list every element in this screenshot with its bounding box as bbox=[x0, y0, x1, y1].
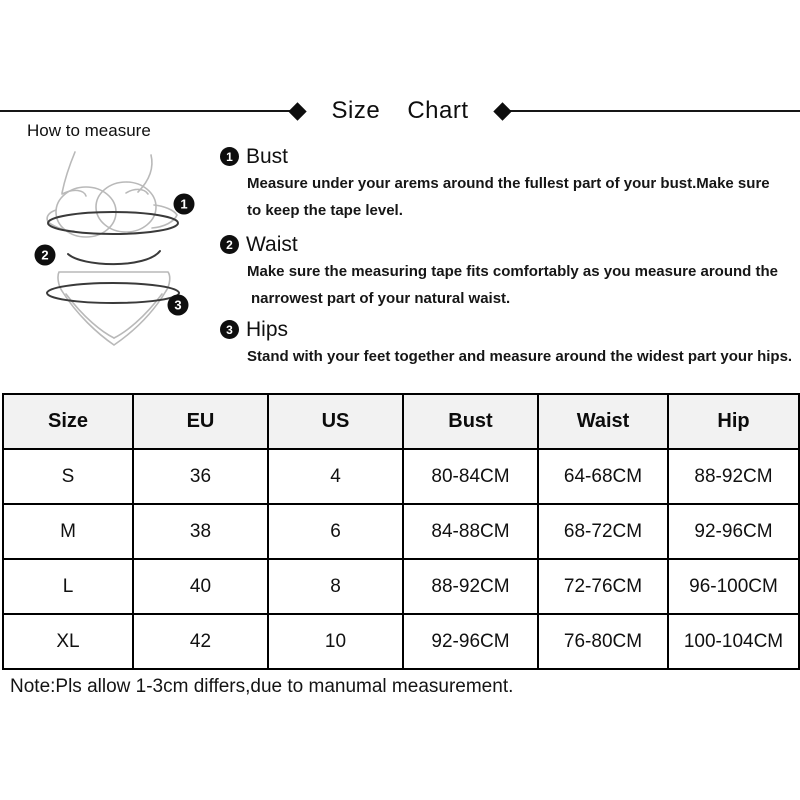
note-text: Note:Pls allow 1-3cm differs,due to manumal measurement. bbox=[10, 676, 514, 697]
bust-instruction-line-2: to keep the tape level. bbox=[247, 202, 403, 219]
header-cell-size: Size bbox=[3, 394, 133, 449]
diamond-icon-left bbox=[289, 102, 307, 120]
hip-measure-line bbox=[47, 283, 179, 303]
bust-number-badge: 1 bbox=[220, 147, 239, 166]
header-cell-bust: Bust bbox=[403, 394, 538, 449]
cell-m-eu: 38 bbox=[133, 504, 268, 559]
section-bust-heading bbox=[220, 143, 792, 170]
waist-instruction-line-1: Make sure the measuring tape fits comfortably as you measure around the bbox=[247, 263, 778, 280]
size-table-head bbox=[3, 394, 799, 449]
hips-instruction-line-1: Stand with your feet together and measure around the widest part your hips. bbox=[247, 348, 793, 365]
waist-instruction-line-2: narrowest part of your natural waist. bbox=[251, 290, 511, 307]
section-hips-body bbox=[247, 343, 792, 370]
cell-s-waist: 64-68CM bbox=[538, 449, 668, 504]
size-table-header-row bbox=[3, 394, 799, 449]
waist-measure-line bbox=[68, 251, 160, 264]
size-table-body bbox=[3, 449, 799, 669]
cell-l-us: 8 bbox=[268, 559, 403, 614]
cell-m-hip: 92-96CM bbox=[668, 504, 799, 559]
header-cell-us: US bbox=[268, 394, 403, 449]
cell-l-eu: 40 bbox=[133, 559, 268, 614]
table-row-xl bbox=[3, 614, 799, 669]
table-row-s bbox=[3, 449, 799, 504]
bust-marker-number: 1 bbox=[180, 196, 188, 212]
title-rule-left bbox=[0, 110, 291, 112]
section-hips-heading bbox=[220, 316, 792, 343]
cell-m-us: 6 bbox=[268, 504, 403, 559]
cell-m-waist: 68-72CM bbox=[538, 504, 668, 559]
bust-instruction-line-1: Measure under your arems around the fullest part of your bust.Make sure bbox=[247, 175, 770, 192]
section-hips bbox=[220, 316, 792, 370]
measurement-illustration bbox=[22, 148, 212, 353]
cell-xl-size: XL bbox=[3, 614, 133, 669]
bust-marker bbox=[174, 194, 195, 215]
section-hips-title: Hips bbox=[246, 317, 289, 341]
measure-instructions bbox=[220, 143, 792, 370]
waist-marker-number: 2 bbox=[41, 247, 49, 263]
title-rule-right bbox=[509, 110, 800, 112]
section-waist-title: Waist bbox=[246, 232, 298, 256]
section-waist bbox=[220, 231, 792, 312]
section-waist-heading bbox=[220, 231, 792, 258]
header-cell-waist: Waist bbox=[538, 394, 668, 449]
cell-l-waist: 72-76CM bbox=[538, 559, 668, 614]
section-waist-body bbox=[247, 258, 792, 312]
cell-s-us: 4 bbox=[268, 449, 403, 504]
bikini-top-outline bbox=[47, 152, 177, 237]
section-bust-title: Bust bbox=[246, 144, 289, 168]
cell-xl-bust: 92-96CM bbox=[403, 614, 538, 669]
cell-s-eu: 36 bbox=[133, 449, 268, 504]
cell-s-bust: 80-84CM bbox=[403, 449, 538, 504]
diamond-icon-right bbox=[493, 102, 511, 120]
cell-m-size: M bbox=[3, 504, 133, 559]
cell-l-hip: 96-100CM bbox=[668, 559, 799, 614]
cell-m-bust: 84-88CM bbox=[403, 504, 538, 559]
table-row-m bbox=[3, 504, 799, 559]
header-cell-eu: EU bbox=[133, 394, 268, 449]
cell-l-bust: 88-92CM bbox=[403, 559, 538, 614]
waist-marker bbox=[35, 245, 56, 266]
page-title: Size Chart bbox=[331, 97, 469, 124]
cell-xl-waist: 76-80CM bbox=[538, 614, 668, 669]
table-row-l bbox=[3, 559, 799, 614]
hips-marker-number: 3 bbox=[174, 297, 182, 313]
hips-marker bbox=[168, 295, 189, 316]
cell-s-hip: 88-92CM bbox=[668, 449, 799, 504]
cell-s-size: S bbox=[3, 449, 133, 504]
cell-xl-eu: 42 bbox=[133, 614, 268, 669]
header-cell-hip: Hip bbox=[668, 394, 799, 449]
section-bust bbox=[220, 143, 792, 224]
cell-xl-hip: 100-104CM bbox=[668, 614, 799, 669]
section-bust-body bbox=[247, 170, 792, 224]
waist-number-badge: 2 bbox=[220, 235, 239, 254]
hips-number-badge: 3 bbox=[220, 320, 239, 339]
cell-l-size: L bbox=[3, 559, 133, 614]
size-table bbox=[2, 393, 800, 670]
cell-xl-us: 10 bbox=[268, 614, 403, 669]
how-to-measure-heading: How to measure bbox=[27, 121, 151, 140]
